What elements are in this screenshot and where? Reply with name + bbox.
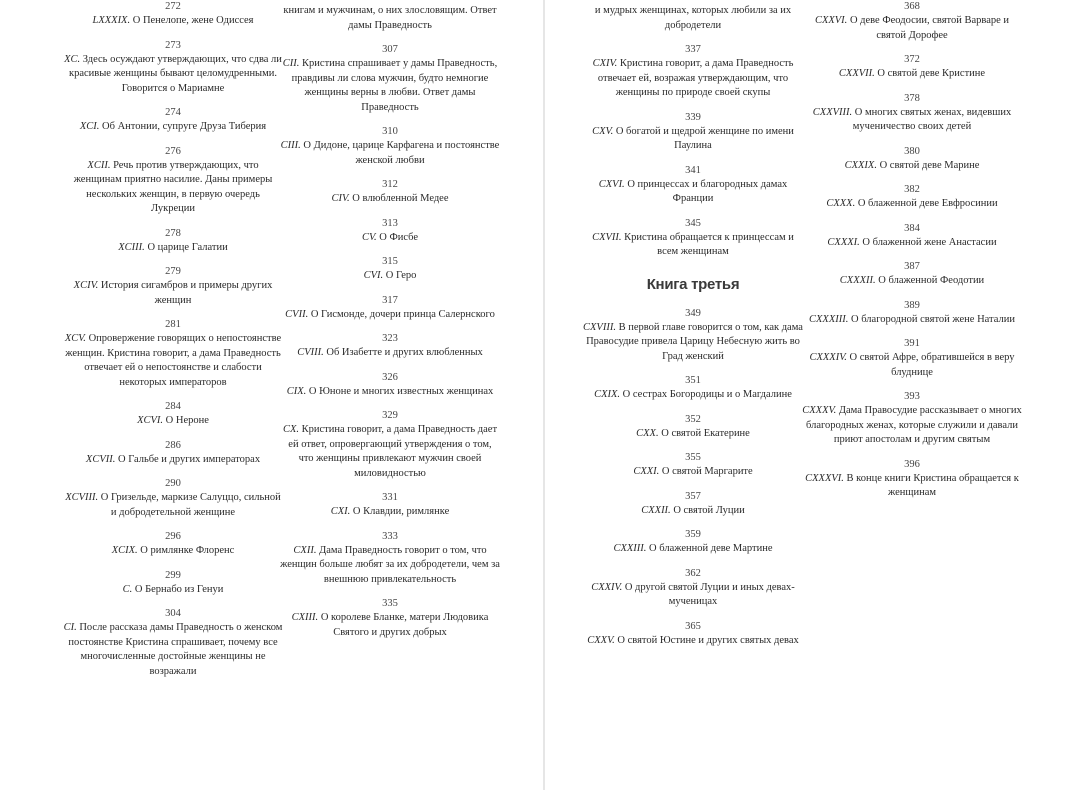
- continuation-text: и мудрых женщинах, которых любили за их добродетели: [594, 5, 792, 31]
- page-number: 273: [165, 39, 181, 51]
- page-number: 313: [382, 217, 398, 229]
- chapter-text: О Фисбе: [379, 231, 419, 243]
- chapter-text: О блаженной жене Анастасии: [862, 236, 997, 248]
- chapter-title: [280, 544, 500, 588]
- chapter-title: [583, 504, 803, 519]
- chapter-text: О благородной святой жене Наталии: [851, 313, 1015, 325]
- toc-entry: [583, 567, 803, 610]
- continuation-text: книгам и мужчинам, о них злословящим. Ответ дамы Праведность: [283, 5, 497, 31]
- toc-entry: [583, 490, 803, 519]
- chapter-numeral: CXVIII.: [583, 321, 616, 333]
- page-number: 396: [904, 458, 920, 470]
- chapter-title: [63, 159, 283, 217]
- chapter-text: Дама Праведность говорит о том, что женщин больше любят за их добродетели, чем за внешнюю привлекательность: [280, 544, 500, 585]
- toc-entry: [63, 569, 283, 598]
- page-number: 341: [685, 164, 701, 176]
- chapter-text: О Нероне: [165, 415, 209, 426]
- chapter-title: [802, 67, 1022, 82]
- chapter-text: О деве Феодосии, святой Варваре и святой Дорофее: [849, 15, 1010, 41]
- chapter-text: О царице Галатии: [147, 241, 228, 253]
- chapter-text: О влюбленной Медее: [352, 193, 449, 204]
- chapter-text: О принцессах и благородных дамах Франции: [627, 178, 788, 204]
- toc-entry: [280, 217, 500, 246]
- toc-entry: [583, 451, 803, 480]
- chapter-numeral: XCIX.: [111, 545, 138, 556]
- chapter-numeral: CXXXIII.: [809, 313, 849, 325]
- toc-entry: [802, 299, 1022, 328]
- chapter-title: [583, 542, 803, 557]
- toc-entry: [583, 43, 803, 101]
- chapter-numeral: XC.: [64, 53, 81, 65]
- page-number: 323: [382, 333, 398, 344]
- chapter-text: О святой деве Марине: [879, 159, 980, 171]
- chapter-title: [63, 414, 283, 429]
- chapter-text: Кристина обращается к принцессам и всем женщинам: [624, 231, 794, 257]
- page-number: 329: [382, 410, 398, 421]
- chapter-numeral: CXI.: [330, 506, 351, 517]
- page-number: 357: [685, 490, 701, 502]
- chapter-title: [280, 269, 500, 284]
- page-number: 281: [165, 319, 181, 330]
- toc-entry: [802, 222, 1022, 251]
- chapter-title: [583, 178, 803, 207]
- page-number: 331: [382, 492, 398, 503]
- chapter-title: [63, 279, 283, 308]
- chapter-title: [802, 351, 1022, 380]
- page-number: 389: [904, 299, 920, 311]
- chapter-numeral: CXXXII.: [839, 275, 876, 286]
- page-number: 272: [165, 1, 181, 12]
- chapter-text: О святой Луции: [673, 504, 745, 516]
- chapter-title: [280, 505, 500, 520]
- page-number: 304: [165, 608, 181, 619]
- toc-column-4: [802, 0, 1022, 511]
- chapter-title: [280, 231, 500, 246]
- toc-entry: [63, 227, 283, 256]
- chapter-numeral: CXXVII.: [838, 68, 875, 79]
- chapter-title: [63, 120, 283, 135]
- left-page: [0, 0, 543, 790]
- book-heading: Книга третья: [646, 275, 740, 293]
- chapter-numeral: CXXVI.: [814, 15, 848, 26]
- page-number: 276: [165, 145, 181, 157]
- chapter-numeral: CVIII.: [297, 347, 324, 358]
- page-number: 372: [904, 54, 920, 65]
- chapter-title: [280, 57, 500, 115]
- page-number: 351: [685, 375, 701, 386]
- chapter-numeral: CXXVIII.: [812, 106, 853, 118]
- chapter-title: [63, 544, 283, 559]
- chapter-text: О блаженной Феодотии: [878, 275, 985, 286]
- chapter-numeral: CIII.: [280, 140, 301, 151]
- chapter-text: Опровержение говорящих о непостоянстве женщин. Кристина говорит, а дама Праведность отвечает ей о непостоянстве и слабости некоторых императоров: [65, 333, 282, 388]
- toc-entry: [280, 294, 500, 323]
- chapter-title: [280, 139, 500, 168]
- page-number: 274: [165, 107, 181, 118]
- chapter-text: О Гальбе и других императорах: [118, 453, 261, 465]
- chapter-numeral: CXX.: [636, 427, 659, 439]
- page-number: 393: [904, 391, 920, 402]
- page-number: 315: [382, 256, 398, 267]
- page-number: 296: [165, 531, 181, 542]
- chapter-title: [583, 427, 803, 442]
- chapter-numeral: XCV.: [64, 333, 86, 344]
- chapter-numeral: CVI.: [363, 270, 384, 281]
- page-number: 307: [382, 44, 398, 55]
- toc-entry: [63, 0, 283, 29]
- page-number: 378: [904, 92, 920, 104]
- chapter-title: [583, 231, 803, 260]
- chapter-numeral: CV.: [361, 231, 377, 243]
- chapter-text: О святой Афре, обратившейся в веру блуднице: [849, 352, 1015, 378]
- page-number: 391: [904, 338, 920, 349]
- page-number: 355: [685, 452, 701, 463]
- toc-entry: [280, 409, 500, 481]
- chapter-text: В первой главе говорится о том, как дама Правосудие привела Царицу Небесную жить во Град женский: [586, 321, 803, 362]
- page-number: 362: [685, 567, 701, 579]
- page-number: 286: [165, 439, 181, 451]
- toc-entry: [280, 491, 500, 520]
- chapter-title: [802, 14, 1022, 43]
- chapter-title: [802, 274, 1022, 289]
- page-number: 333: [382, 530, 398, 542]
- page-number: 326: [382, 371, 398, 383]
- chapter-text: О богатой и щедрой женщине по имени Паулина: [615, 125, 794, 151]
- chapter-text: О другой святой Луции и иных девах-мученицах: [624, 581, 795, 607]
- chapter-numeral: CXXIV.: [591, 581, 623, 593]
- chapter-text: История сигамбров и примеры других женщин: [100, 280, 273, 306]
- chapter-numeral: CXXV.: [587, 634, 615, 646]
- chapter-text: О святой деве Кристине: [877, 68, 986, 79]
- page-number: 312: [382, 179, 398, 190]
- chapter-title: [802, 472, 1022, 501]
- chapter-numeral: XCVIII.: [65, 492, 99, 503]
- chapter-text: Об Изабетте и других влюбленных: [326, 347, 483, 358]
- toc-entry: [583, 528, 803, 557]
- toc-entry: [583, 413, 803, 442]
- toc-entry: [802, 337, 1022, 380]
- chapter-numeral: XCIII.: [118, 241, 145, 253]
- chapter-text: О многих святых женах, видевших мученичество своих детей: [852, 106, 1012, 132]
- toc-entry: [63, 530, 283, 559]
- toc-entry: [280, 178, 500, 207]
- page-number: 380: [904, 145, 920, 157]
- toc-entry: [802, 0, 1022, 43]
- page-number: 310: [382, 126, 398, 137]
- page-number: 290: [165, 478, 181, 489]
- chapter-numeral: CIV.: [331, 193, 350, 204]
- toc-column-1: [63, 0, 283, 689]
- chapter-numeral: CXXIII.: [613, 543, 647, 554]
- chapter-title: [63, 453, 283, 468]
- chapter-numeral: XCII.: [87, 159, 111, 171]
- toc-entry: [583, 164, 803, 207]
- chapter-numeral: CXVI.: [598, 178, 625, 190]
- toc-entry: [63, 607, 283, 679]
- toc-entry: [802, 92, 1022, 135]
- toc-entry: [583, 374, 803, 403]
- page-number: 384: [904, 222, 920, 234]
- chapter-title: [280, 192, 500, 207]
- chapter-text: Кристина спрашивает у дамы Праведность, правдивы ли слова мужчин, будто немногие женщины верны в любви. Ответ дамы Праведность: [291, 58, 498, 113]
- chapter-text: Кристина говорит, а дама Праведность дает ей ответ, опровергающий утверждения о том, что женщины привлекают мужчин своей миловидностью: [288, 424, 498, 479]
- toc-entry: [802, 260, 1022, 289]
- chapter-text: О Гисмонде, дочери принца Салернского: [310, 308, 495, 320]
- chapter-text: Об Антонии, супруге Друза Тиберия: [102, 121, 267, 132]
- chapter-numeral: CXXII.: [641, 504, 671, 516]
- page-number: 382: [904, 184, 920, 195]
- chapter-text: О Бернабо из Генуи: [134, 583, 224, 595]
- chapter-text: После рассказа дамы Праведность о женском постоянстве Кристина спрашивает, почему все многочисленные достойные женщины не возражали: [68, 622, 283, 677]
- chapter-numeral: CII.: [282, 58, 300, 69]
- chapter-numeral: CXXXI.: [827, 236, 860, 248]
- toc-entry: [280, 125, 500, 168]
- chapter-text: О сестрах Богородицы и о Магдалине: [622, 389, 792, 400]
- chapter-numeral: XCVI.: [137, 415, 164, 426]
- right-page: [545, 0, 1086, 790]
- chapter-numeral: LXXXIX.: [92, 15, 131, 26]
- chapter-numeral: CXII.: [293, 544, 317, 556]
- chapter-title: [802, 236, 1022, 251]
- toc-entry: [802, 458, 1022, 501]
- toc-entry: [280, 530, 500, 588]
- chapter-title: [63, 14, 283, 29]
- chapter-numeral: CXXXV.: [802, 405, 837, 416]
- chapter-title: [583, 465, 803, 480]
- chapter-text: Кристина говорит, а дама Праведность отвечает ей, возражая утверждающим, что женщины по природе своей скупы: [597, 58, 794, 98]
- page-number: 339: [685, 111, 701, 123]
- chapter-text: О Гризельде, маркизе Салуццо, сильной и добродетельной женщине: [100, 492, 281, 518]
- chapter-numeral: CXIX.: [594, 389, 621, 400]
- toc-entry: [280, 597, 500, 640]
- chapter-text: В конце книги Кристина обращается к женщинам: [846, 472, 1019, 498]
- chapter-numeral: CXXI.: [633, 466, 660, 477]
- chapter-title: [583, 125, 803, 154]
- chapter-text: Здесь осуждают утверждающих, что сдва ли красивые женщины бывают целомудренными. Говорится о Мариамне: [68, 53, 282, 94]
- page-number: 345: [685, 217, 701, 229]
- chapter-title: [63, 53, 283, 97]
- chapter-text: О Дидоне, царице Карфагена и постоянстве женской любви: [303, 140, 500, 166]
- chapter-title: [63, 241, 283, 256]
- toc-column-3: [583, 0, 803, 658]
- chapter-numeral: CVII.: [285, 308, 309, 320]
- toc-entries: [583, 43, 803, 260]
- chapter-title: [583, 581, 803, 610]
- page-number: 349: [685, 307, 701, 319]
- toc-entry: [280, 371, 500, 400]
- chapter-title: [63, 583, 283, 598]
- chapter-text: О блаженной деве Мартине: [649, 543, 773, 554]
- toc-entry: [802, 183, 1022, 212]
- chapter-numeral: CXXIX.: [844, 159, 877, 171]
- page-number: 335: [382, 598, 398, 609]
- chapter-title: [583, 634, 803, 649]
- toc-continuation: [280, 4, 500, 33]
- toc-entry: [63, 318, 283, 390]
- chapter-text: О королеве Бланке, матери Людовика Святого и других добрых: [320, 612, 489, 638]
- chapter-text: О святой Юстине и других святых девах: [617, 634, 799, 646]
- chapter-numeral: CXVII.: [592, 231, 622, 243]
- toc-column-2: [280, 0, 500, 650]
- chapter-title: [802, 159, 1022, 174]
- toc-entry: [63, 106, 283, 135]
- chapter-numeral: CXXXVI.: [805, 472, 844, 484]
- toc-entries: [583, 307, 803, 649]
- toc-entry: [802, 390, 1022, 448]
- page-number: 284: [165, 401, 181, 412]
- toc-entry: [63, 265, 283, 308]
- toc-continuation: [583, 4, 803, 33]
- chapter-text: О Юноне и многих известных женщинах: [308, 385, 494, 397]
- page-number: 337: [685, 44, 701, 55]
- toc-entry: [583, 217, 803, 260]
- toc-entry: [280, 332, 500, 361]
- toc-entry: [280, 255, 500, 284]
- chapter-title: [280, 385, 500, 400]
- chapter-title: [63, 621, 283, 679]
- page-number: 279: [165, 266, 181, 277]
- toc-entries: [280, 43, 500, 640]
- chapter-text: О римлянке Флоренс: [140, 545, 235, 556]
- chapter-numeral: CI.: [63, 622, 77, 633]
- toc-entry: [63, 39, 283, 97]
- toc-entry: [280, 43, 500, 115]
- page-number: 278: [165, 227, 181, 239]
- chapter-title: [583, 321, 803, 365]
- chapter-title: [280, 423, 500, 481]
- chapter-text: О блаженной деве Евфросинии: [857, 198, 998, 209]
- page-number: 352: [685, 413, 701, 425]
- chapter-numeral: C.: [122, 583, 133, 595]
- chapter-title: [802, 106, 1022, 135]
- chapter-title: [63, 491, 283, 520]
- chapter-numeral: CIX.: [286, 385, 307, 397]
- toc-entry: [802, 53, 1022, 82]
- chapter-text: О святой Екатерине: [661, 427, 750, 439]
- page-number: 359: [685, 529, 701, 540]
- toc-entry: [583, 111, 803, 154]
- chapter-numeral: CXXX.: [826, 198, 856, 209]
- chapter-numeral: CXXXIV.: [809, 352, 847, 363]
- chapter-text: О Пенелопе, жене Одиссея: [132, 15, 254, 26]
- chapter-title: [583, 388, 803, 403]
- chapter-title: [802, 197, 1022, 212]
- chapter-title: [802, 313, 1022, 328]
- chapter-numeral: XCIV.: [73, 280, 99, 291]
- toc-entry: [63, 477, 283, 520]
- chapter-numeral: CXIV.: [592, 58, 618, 69]
- chapter-title: [280, 346, 500, 361]
- page-number: 317: [382, 294, 398, 306]
- chapter-numeral: XCI.: [79, 121, 100, 132]
- chapter-title: [63, 332, 283, 390]
- chapter-text: О Клавдии, римлянке: [352, 506, 450, 517]
- toc-entry: [583, 620, 803, 649]
- chapter-text: Дама Правосудие рассказывает о многих благородных женах, которые служили и давали приют апостолам и другим святым: [806, 405, 1022, 445]
- chapter-text: Речь против утверждающих, что женщинам приятно насилие. Даны примеры нескольких женщин, в первую очередь Лукреции: [73, 159, 273, 214]
- page-number: 365: [685, 620, 701, 632]
- chapter-title: [802, 404, 1022, 448]
- chapter-title: [280, 611, 500, 640]
- chapter-numeral: CXIII.: [291, 612, 319, 623]
- toc-entry: [802, 145, 1022, 174]
- chapter-title: [583, 57, 803, 101]
- chapter-numeral: XCVII.: [85, 453, 116, 465]
- toc-entry: [63, 145, 283, 217]
- chapter-title: [280, 308, 500, 323]
- chapter-text: О святой Маргарите: [661, 466, 753, 477]
- toc-entry: [63, 400, 283, 429]
- page-number: 368: [904, 1, 920, 12]
- page-number: 387: [904, 261, 920, 272]
- page-number: 299: [165, 569, 181, 581]
- toc-entry: [583, 307, 803, 365]
- chapter-text: О Геро: [385, 270, 417, 281]
- chapter-numeral: CXV.: [592, 125, 614, 137]
- toc-entry: [63, 439, 283, 468]
- chapter-numeral: CX.: [282, 424, 299, 435]
